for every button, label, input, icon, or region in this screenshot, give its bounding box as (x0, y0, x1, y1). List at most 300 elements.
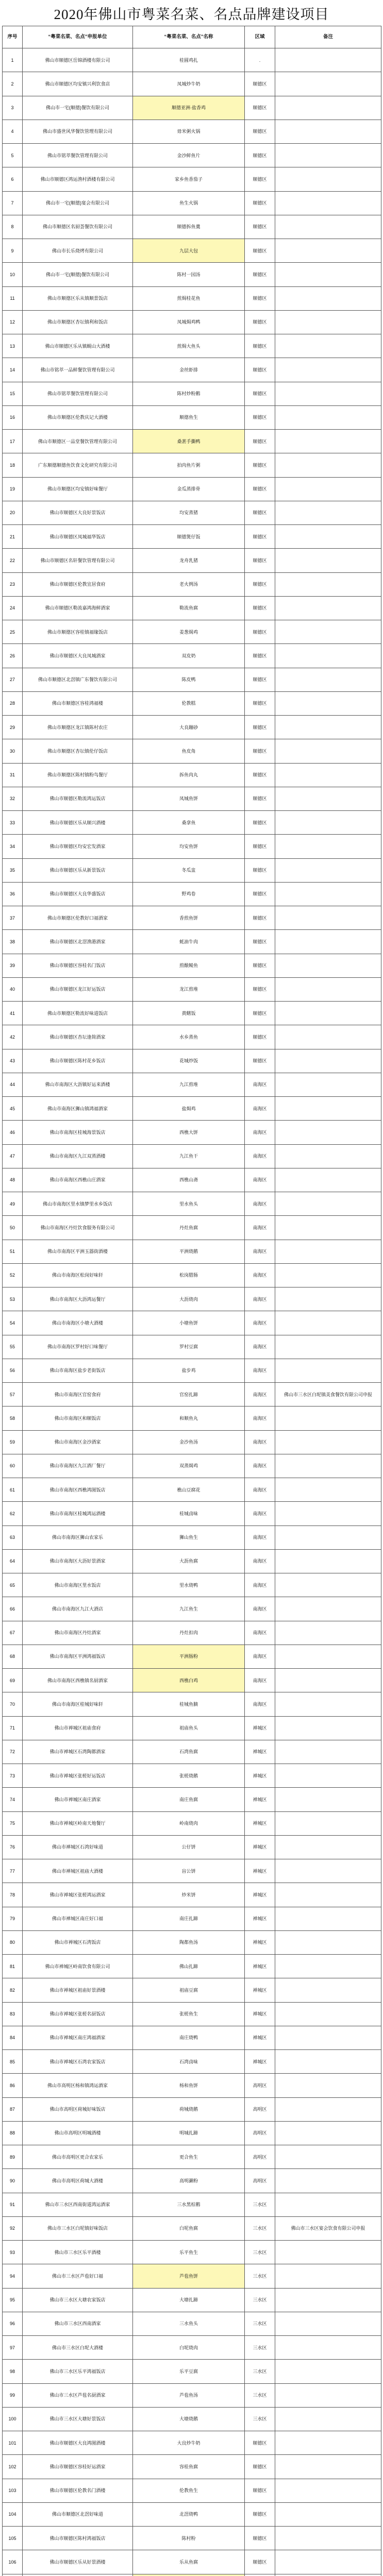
remark (275, 596, 381, 620)
region: 顺德区 (245, 691, 275, 715)
region: 顺德区 (245, 954, 275, 977)
remark (275, 1121, 381, 1144)
region: 南海区 (245, 1359, 275, 1382)
remark (275, 1168, 381, 1192)
region: 禅城区 (245, 1883, 275, 1907)
dish-name: 冬瓜盅 (133, 858, 245, 882)
applicant-name: 佛山市三水区大塘农家饭店 (23, 2288, 133, 2312)
row-index: 10 (3, 263, 23, 286)
applicant-name: 佛山市顺德区乐从顺兴酒楼 (23, 811, 133, 835)
dish-name: 黄鳝饭 (133, 1002, 245, 1025)
applicant-name: 佛山市禅城区石湾农家饭店 (23, 2050, 133, 2074)
table-row (3, 811, 381, 835)
dish-name: 姜葱焗鸡 (133, 620, 245, 644)
dish-name: 和顺鱼丸 (133, 1406, 245, 1430)
region: 南海区 (245, 1097, 275, 1121)
remark (275, 1406, 381, 1430)
row-index: 50 (3, 1216, 23, 1240)
remark (275, 620, 381, 644)
region: 顺德区 (245, 930, 275, 954)
dish-name: 樵山豆腐花 (133, 1478, 245, 1502)
row-index: 3 (3, 96, 23, 120)
remark (275, 1335, 381, 1359)
dish-name: 杨和鱼饼 (133, 2074, 245, 2097)
region: 顺德区 (245, 596, 275, 620)
table-row (3, 2026, 381, 2049)
row-index: 35 (3, 858, 23, 882)
dish-name: 北滘烧鸭 (133, 2502, 245, 2526)
applicant-name: 佛山市南海区丹灶饮食服务有限公司 (23, 1216, 133, 1240)
row-index: 6 (3, 167, 23, 191)
dish-name: 水乡蒸鱼 (133, 1025, 245, 1049)
header-region: 区域 (245, 26, 275, 48)
table-row (3, 763, 381, 787)
dish-name: 桑拿鱼 (133, 811, 245, 835)
applicant-name: 佛山市三水区大塘好景饭店 (23, 2407, 133, 2431)
remark (275, 2455, 381, 2479)
region: 顺德区 (245, 525, 275, 549)
region: 南海区 (245, 1073, 275, 1096)
remark (275, 144, 381, 167)
region: 南海区 (245, 1669, 275, 1692)
region: 三水区 (245, 2264, 275, 2288)
region: 南海区 (245, 1526, 275, 1549)
remark (275, 1573, 381, 1597)
project-table (2, 26, 381, 2576)
table-row (3, 977, 381, 1001)
region: 顺德区 (245, 549, 275, 572)
dish-name: 松岗腊肠 (133, 1263, 245, 1287)
remark (275, 1049, 381, 1073)
applicant-name: 佛山市一宅(顺德)餐饮有限公司 (23, 96, 133, 120)
table-row (3, 1192, 381, 1216)
dish-name: 芦苞鱼汤 (133, 2383, 245, 2407)
row-index: 65 (3, 1573, 23, 1597)
row-index: 86 (3, 2074, 23, 2097)
row-index: 48 (3, 1168, 23, 1192)
table-row (3, 477, 381, 501)
dish-name: 小塘鱼饼 (133, 1311, 245, 1335)
remark (275, 1097, 381, 1121)
applicant-name: 佛山市盛世风华餐饮管理有限公司 (23, 120, 133, 143)
remark (275, 1311, 381, 1335)
region: 高明区 (245, 2169, 275, 2193)
dish-name: 大沥鱼腐 (133, 1549, 245, 1573)
applicant-name: 佛山市一宅(顺德)宴会有限公司 (23, 191, 133, 215)
applicant-name: 佛山市禅城区祖庙食府 (23, 1716, 133, 1740)
region: 顺德区 (245, 644, 275, 668)
region: 顺德区 (245, 358, 275, 382)
region: 南海区 (245, 1263, 275, 1287)
dish-name: 祖庙鱼头 (133, 1716, 245, 1740)
dish-name: 里水烧鸭 (133, 1573, 245, 1597)
applicant-name: 佛山市顺德区名厨荟餐饮有限公司 (23, 215, 133, 239)
dish-name: 盲公饼 (133, 1859, 245, 1883)
applicant-name: 佛山市高明区荷城好味饭店 (23, 2097, 133, 2121)
region: 三水区 (245, 2193, 275, 2216)
region: 禅城区 (245, 1788, 275, 1811)
remark (275, 644, 381, 668)
row-index: 12 (3, 310, 23, 334)
region: 顺德区 (245, 2479, 275, 2502)
region: 三水区 (245, 2241, 275, 2264)
dish-name: 丹灶扣肉 (133, 1621, 245, 1645)
remark (275, 1597, 381, 1621)
applicant-name: 佛山市顺德区乐从镇蚬山大酒楼 (23, 334, 133, 358)
region: 南海区 (245, 1121, 275, 1144)
table-row (3, 954, 381, 977)
table-row (3, 1597, 381, 1621)
region: 南海区 (245, 1216, 275, 1240)
row-index: 30 (3, 739, 23, 763)
row-index: 62 (3, 1502, 23, 1526)
row-index: 9 (3, 239, 23, 263)
table-row (3, 2502, 381, 2526)
remark (275, 2527, 381, 2550)
applicant-name: 佛山市南海区金沙酒家 (23, 1430, 133, 1454)
row-index: 60 (3, 1454, 23, 1478)
region: 顺德区 (245, 1025, 275, 1049)
row-index: 77 (3, 1859, 23, 1883)
table-row (3, 1383, 381, 1406)
dish-name: 大塘烧鹅 (133, 2407, 245, 2431)
region: 顺德区 (245, 882, 275, 906)
row-index: 39 (3, 954, 23, 977)
table-row (3, 739, 381, 763)
applicant-name: 佛山市顺德区容桂好运酒家 (23, 2455, 133, 2479)
region: 禅城区 (245, 1740, 275, 1764)
remark (275, 1359, 381, 1382)
applicant-name: 佛山市顺德区乐从镇顺景饭店 (23, 286, 133, 310)
dish-name: 蚝油牛肉 (133, 930, 245, 954)
remark (275, 716, 381, 739)
applicant-name: 佛山市顺德区杏坛逢简酒家 (23, 1025, 133, 1049)
dish-name: 凤城炒牛奶 (133, 72, 245, 96)
applicant-name: 佛山市南海区大沥镇好运来酒楼 (23, 1073, 133, 1096)
region: 顺德区 (245, 215, 275, 239)
table-row (3, 286, 381, 310)
table-row (3, 1573, 381, 1597)
dish-name: 龙舟乳猪 (133, 549, 245, 572)
table-row (3, 358, 381, 382)
dish-name: 伦教糕 (133, 691, 245, 715)
table-row (3, 1526, 381, 1549)
dish-name: 均安鱼饼 (133, 835, 245, 858)
region: 顺德区 (245, 2431, 275, 2455)
table-row (3, 835, 381, 858)
dish-name: 石湾鱼腐 (133, 1740, 245, 1764)
dish-name: 家乡鱼香茄子 (133, 167, 245, 191)
remark (275, 382, 381, 405)
remark (275, 787, 381, 810)
dish-name: 石湾卤味 (133, 2050, 245, 2074)
remark (275, 167, 381, 191)
remark (275, 1478, 381, 1502)
remark (275, 477, 381, 501)
applicant-name: 佛山市南海区西樵山庄酒家 (23, 1168, 133, 1192)
region: 顺德区 (245, 977, 275, 1001)
table-row (3, 1049, 381, 1073)
remark (275, 2407, 381, 2431)
dish-name: 拆鱼肉丸 (133, 763, 245, 787)
applicant-name: 佛山市南海区平洲玉器街酒楼 (23, 1240, 133, 1263)
region: 顺德区 (245, 334, 275, 358)
row-index: 106 (3, 2550, 23, 2574)
applicant-name: 佛山市南海区里水镇梦里水乡饭店 (23, 1192, 133, 1216)
applicant-name: 佛山市三水区西南酒家 (23, 2312, 133, 2335)
applicant-name: 佛山市顺德区陈村鸿福饭店 (23, 2527, 133, 2550)
table-row (3, 1287, 381, 1311)
region: 顺德区 (245, 405, 275, 429)
row-index: 54 (3, 1311, 23, 1335)
applicant-name: 佛山市南海区丹灶酒家 (23, 1621, 133, 1645)
table-row (3, 501, 381, 524)
region: 顺德区 (245, 477, 275, 501)
dish-name: 张槎鱼生 (133, 2002, 245, 2026)
remark (275, 2550, 381, 2574)
dish-name: 炒米饼 (133, 1883, 245, 1907)
row-index: 100 (3, 2407, 23, 2431)
region: 顺德区 (245, 382, 275, 405)
table-row (3, 2288, 381, 2312)
remark (275, 2288, 381, 2312)
dish-name: 明城扎蹄 (133, 2121, 245, 2145)
dish-name: 大沥烧肉 (133, 1287, 245, 1311)
region: 顺德区 (245, 739, 275, 763)
remark (275, 239, 381, 263)
applicant-name: 佛山市三水区乐平酒楼 (23, 2241, 133, 2264)
applicant-name: 佛山市南海区桂城鸿运酒楼 (23, 1502, 133, 1526)
remark (275, 286, 381, 310)
dish-name: 南庄扎蹄 (133, 1907, 245, 1930)
table-row (3, 1692, 381, 1716)
dish-name: 毋米粥火锅 (133, 120, 245, 143)
remark (275, 2574, 381, 2576)
table-row (3, 1930, 381, 1954)
region: 南海区 (245, 1621, 275, 1645)
table-row (3, 620, 381, 644)
dish-name: 伦教鱼生 (133, 2479, 245, 2502)
remark (275, 572, 381, 596)
row-index: 25 (3, 620, 23, 644)
region (245, 2574, 275, 2576)
row-index: 74 (3, 1788, 23, 1811)
applicant-name: 佛山市禅城区岭南天地餐厅 (23, 1811, 133, 1835)
applicant-name: 佛山市南海区九江酒厂餐厅 (23, 1454, 133, 1478)
applicant-name: 佛山市顺德区陈村花乡饭店 (23, 1049, 133, 1073)
table-row (3, 430, 381, 453)
applicant-name: 佛山市顺德区均安镇好味餐厅 (23, 477, 133, 501)
remark (275, 2026, 381, 2049)
row-index: 37 (3, 906, 23, 930)
region: 高明区 (245, 2121, 275, 2145)
row-index: 29 (3, 716, 23, 739)
dish-name: 荷城烧鹅 (133, 2097, 245, 2121)
dish-name: 桂城卤味 (133, 1502, 245, 1526)
table-row (3, 1764, 381, 1788)
remark: 佛山市三水区宴会饮食有限公司申报 (275, 2216, 381, 2240)
applicant-name: 佛山市长乐烧烤有限公司 (23, 239, 133, 263)
applicant-name: 佛山市三水区白坭大酒楼 (23, 2336, 133, 2360)
dish-name: 官窑扎蹄 (133, 1383, 245, 1406)
table-row (3, 2193, 381, 2216)
applicant-name: 佛山市南海区和顺饭店 (23, 1406, 133, 1430)
region: 三水区 (245, 2312, 275, 2335)
region: 顺德区 (245, 2502, 275, 2526)
region: 顺德区 (245, 2455, 275, 2479)
applicant-name: 佛山市顺德区乐从好景酒楼 (23, 2550, 133, 2574)
region: 禅城区 (245, 1716, 275, 1740)
row-index: 66 (3, 1597, 23, 1621)
dish-name: 南庄烧鸭 (133, 2026, 245, 2049)
applicant-name: 佛山市南海区狮山镇鸿福酒家 (23, 1097, 133, 1121)
applicant-name: 佛山市顺德区一品堂餐饮管理有限公司 (23, 430, 133, 453)
row-index: 76 (3, 1835, 23, 1859)
dish-name: 九江煎堆 (133, 1073, 245, 1096)
remark (275, 2264, 381, 2288)
dish-name: 西樵白鸡 (133, 1669, 245, 1692)
region: 顺德区 (245, 144, 275, 167)
remark (275, 1240, 381, 1263)
region: 三水区 (245, 2360, 275, 2383)
table-row (3, 334, 381, 358)
dish-name: 三水黑棕鹅 (133, 2193, 245, 2216)
region: 禅城区 (245, 1907, 275, 1930)
row-index: 11 (3, 286, 23, 310)
remark (275, 334, 381, 358)
applicant-name: 佛山市顺德区容桂鸿福楼 (23, 691, 133, 715)
table-row (3, 2002, 381, 2026)
applicant-name: 佛山市顺德区杏坛镇利和饭店 (23, 310, 133, 334)
table-row (3, 1978, 381, 2002)
region: 南海区 (245, 1240, 275, 1263)
region: 顺德区 (245, 668, 275, 691)
remark (275, 1716, 381, 1740)
row-index: 80 (3, 1930, 23, 1954)
table-row (3, 2455, 381, 2479)
remark: 佛山市三水区白坭镇美食餐饮有限公司申报 (275, 1383, 381, 1406)
table-row (3, 215, 381, 239)
dish-name: 凤城鱼饼 (133, 787, 245, 810)
row-index: 104 (3, 2502, 23, 2526)
row-index: 90 (3, 2169, 23, 2193)
remark (275, 1835, 381, 1859)
applicant-name (23, 2574, 133, 2576)
dish-name: 三水鱼头 (133, 2312, 245, 2335)
applicant-name: 佛山市顺德区凤城福华饭店 (23, 525, 133, 549)
row-index: 23 (3, 572, 23, 596)
dish-name: 九层大包 (133, 239, 245, 263)
row-index: 82 (3, 1978, 23, 2002)
row-index: 51 (3, 1240, 23, 1263)
applicant-name: 广东顺德顺德鱼饮食文化研究有限公司 (23, 453, 133, 477)
region: 顺德区 (245, 1049, 275, 1073)
dish-name: 顺德鱼生 (133, 405, 245, 429)
dish-name: 老火例汤 (133, 572, 245, 596)
dish-name: 西樵大饼 (133, 1121, 245, 1144)
applicant-name: 佛山市南海区官窑食府 (23, 1383, 133, 1406)
dish-name: 龙江煎堆 (133, 977, 245, 1001)
region: 南海区 (245, 1383, 275, 1406)
dish-name: 更合鱼生 (133, 2145, 245, 2169)
region: 禅城区 (245, 1955, 275, 1978)
row-index: 64 (3, 1549, 23, 1573)
table-row (3, 48, 381, 72)
table-row (3, 1549, 381, 1573)
dish-name: 煎酿鲮鱼 (133, 954, 245, 977)
applicant-name: 佛山市禅城区张槎好运饭店 (23, 1764, 133, 1788)
dish-name: 鱼皮角 (133, 739, 245, 763)
region: 禅城区 (245, 2050, 275, 2074)
table-row (3, 1097, 381, 1121)
row-index: 56 (3, 1359, 23, 1382)
applicant-name: 佛山市南海区罗村好口味餐厅 (23, 1335, 133, 1359)
applicant-name: 佛山市禅城区张槎鸿运酒家 (23, 1883, 133, 1907)
row-index: 70 (3, 1692, 23, 1716)
remark (275, 1764, 381, 1788)
applicant-name: 佛山市顺德区北滘渔港酒家 (23, 930, 133, 954)
table-row (3, 191, 381, 215)
row-index: 75 (3, 1811, 23, 1835)
row-index: 53 (3, 1287, 23, 1311)
remark (275, 1669, 381, 1692)
applicant-name: 佛山市顺德区容桂镇福缘饭店 (23, 620, 133, 644)
region: 顺德区 (245, 835, 275, 858)
table-row (3, 1835, 381, 1859)
table-body (3, 48, 381, 2576)
remark (275, 1549, 381, 1573)
dish-name: 均安蒸猪 (133, 501, 245, 524)
remark (275, 96, 381, 120)
region: 南海区 (245, 1168, 275, 1192)
table-row (3, 453, 381, 477)
row-index: 99 (3, 2383, 23, 2407)
applicant-name: 佛山市南海区里水饭店 (23, 1573, 133, 1597)
remark (275, 1002, 381, 1025)
applicant-name: 佛山市一宅(顺德)餐饮有限公司 (23, 263, 133, 286)
remark (275, 1216, 381, 1240)
dish-name: 拍肉鱼片粥 (133, 453, 245, 477)
region: 顺德区 (245, 763, 275, 787)
row-index: 101 (3, 2431, 23, 2455)
region: 顺德区 (245, 501, 275, 524)
table-row (3, 1788, 381, 1811)
dish-name: 大良蹦砂 (133, 716, 245, 739)
row-index: 5 (3, 144, 23, 167)
header-remark: 备注 (275, 26, 381, 48)
row-index: 57 (3, 1383, 23, 1406)
row-index: 67 (3, 1621, 23, 1645)
applicant-name: 佛山市南海区西樵镇名厨酒家 (23, 1669, 133, 1692)
dish-name (133, 2574, 245, 2576)
dish-name: 狮山鱼生 (133, 1526, 245, 1549)
region: 顺德区 (245, 906, 275, 930)
row-index: 91 (3, 2193, 23, 2216)
applicant-name: 佛山市南海区大沥好景酒家 (23, 1549, 133, 1573)
applicant-name: 佛山市南海区小塘大酒楼 (23, 1311, 133, 1335)
region: 南海区 (245, 1645, 275, 1668)
dish-name: 岭南烧肉 (133, 1811, 245, 1835)
row-index: 92 (3, 2216, 23, 2240)
row-index: 84 (3, 2026, 23, 2049)
table-row (3, 1907, 381, 1930)
remark (275, 2479, 381, 2502)
applicant-name: 佛山市南海区大沥鸿运餐厅 (23, 1287, 133, 1311)
region: 高明区 (245, 2074, 275, 2097)
region: 顺德区 (245, 72, 275, 96)
applicant-name: 佛山市南海区九江双蒸酒楼 (23, 1144, 133, 1168)
remark (275, 525, 381, 549)
